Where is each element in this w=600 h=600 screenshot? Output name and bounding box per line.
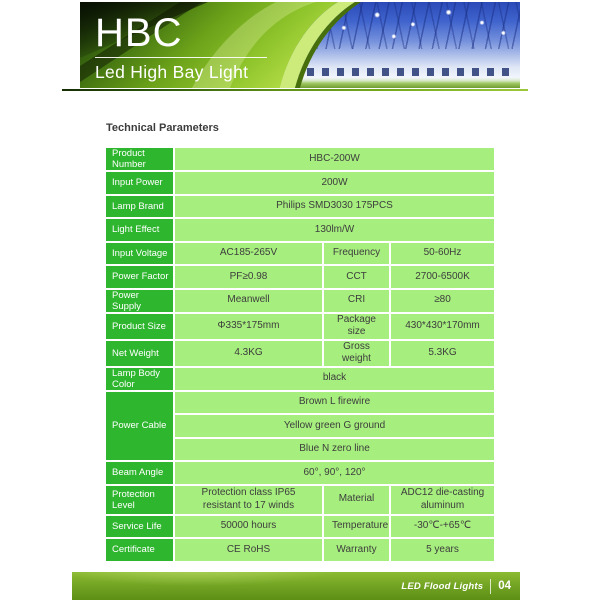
spec-label-lamp-body-color: Lamp Body Color (106, 368, 173, 390)
spec-label-certificate: Certificate (106, 539, 173, 561)
brand-underline (95, 57, 267, 58)
spec-value-lamp-brand: Philips SMD3030 175PCS (175, 196, 494, 218)
table-row (106, 243, 494, 265)
table-row (106, 290, 494, 312)
footer-page-number: 04 (498, 580, 511, 592)
spec-value-light-effect: 130lm/W (175, 219, 494, 241)
spec-value-lamp-body-color: black (175, 368, 494, 390)
spec-label-light-effect: Light Effect (106, 219, 173, 241)
table-row (106, 462, 494, 484)
spec-value-product-number: HBC-200W (175, 148, 494, 170)
spec-value-warranty: 5 years (391, 539, 494, 561)
spec-label-power-cable: Power Cable (106, 392, 173, 461)
spec-table (104, 146, 496, 563)
spec-sublabel-cri: CRI (324, 290, 389, 312)
table-row (106, 266, 494, 288)
spec-label-input-power: Input Power (106, 172, 173, 194)
table-row (106, 196, 494, 218)
table-row (106, 516, 494, 538)
spec-value-power-cable-live: Brown L firewire (175, 392, 494, 414)
spec-value-input-power: 200W (175, 172, 494, 194)
spec-label-lamp-brand: Lamp Brand (106, 196, 173, 218)
section-title: Technical Parameters (106, 122, 219, 134)
spec-label-service-life: Service Life (106, 516, 173, 538)
brand-logo-text: HBC (95, 11, 183, 55)
spec-value-certificate: CE RoHS (175, 539, 322, 561)
spec-sublabel-cct: CCT (324, 266, 389, 288)
spec-label-product-number: Product Number (106, 148, 173, 170)
spec-sublabel-temperature: Temperature (324, 516, 389, 538)
spec-value-service-life: 50000 hours (175, 516, 322, 538)
spec-value-power-cable-ground: Yellow green G ground (175, 415, 494, 437)
spec-value-package-size: 430*430*170mm (391, 314, 494, 339)
footer-category-label: LED Flood Lights (401, 580, 484, 592)
spec-value-cri: ≥80 (391, 290, 494, 312)
spec-value-power-supply: Meanwell (175, 290, 322, 312)
spec-label-input-voltage: Input Voltage (106, 243, 173, 265)
spec-value-power-factor: PF≥0.98 (175, 266, 322, 288)
header-divider-rule (62, 89, 528, 91)
spec-value-material: ADC12 die-casting aluminum (391, 486, 494, 514)
spec-sublabel-warranty: Warranty (324, 539, 389, 561)
spec-value-gross-weight: 5.3KG (391, 341, 494, 366)
spec-sublabel-material: Material (324, 486, 389, 514)
table-row (106, 486, 494, 514)
spec-sublabel-package-size: Package size (324, 314, 389, 339)
table-row (106, 172, 494, 194)
spec-value-net-weight: 4.3KG (175, 341, 322, 366)
spec-value-cct: 2700-6500K (391, 266, 494, 288)
table-row (106, 368, 494, 390)
spec-value-power-cable-neutral: Blue N zero line (175, 439, 494, 461)
table-row (106, 539, 494, 561)
spec-label-power-factor: Power Factor (106, 266, 173, 288)
spec-sublabel-frequency: Frequency (324, 243, 389, 265)
spec-value-product-size: Φ335*175mm (175, 314, 322, 339)
spec-value-temperature: -30℃-+65℃ (391, 516, 494, 538)
spec-value-protection-level: Protection class IP65 resistant to 17 winds (175, 486, 322, 514)
spec-value-input-voltage: AC185-265V (175, 243, 322, 265)
spec-label-beam-angle: Beam Angle (106, 462, 173, 484)
footer-divider (490, 579, 491, 594)
spec-label-product-size: Product Size (106, 314, 173, 339)
header-banner (80, 2, 520, 88)
brand-block (95, 10, 267, 83)
table-row (106, 341, 494, 366)
spec-label-net-weight: Net Weight (106, 341, 173, 366)
footer-bar (72, 572, 520, 600)
table-row (106, 219, 494, 241)
spec-label-protection-level: Protection Level (106, 486, 173, 514)
table-row (106, 148, 494, 170)
spec-value-frequency: 50-60Hz (391, 243, 494, 265)
table-row (106, 314, 494, 339)
brand-subtitle: Led High Bay Light (95, 62, 249, 82)
spec-label-power-supply: Power Supply (106, 290, 173, 312)
table-row (106, 392, 494, 414)
spec-value-beam-angle: 60°, 90°, 120° (175, 462, 494, 484)
spec-sublabel-gross-weight: Gross weight (324, 341, 389, 366)
